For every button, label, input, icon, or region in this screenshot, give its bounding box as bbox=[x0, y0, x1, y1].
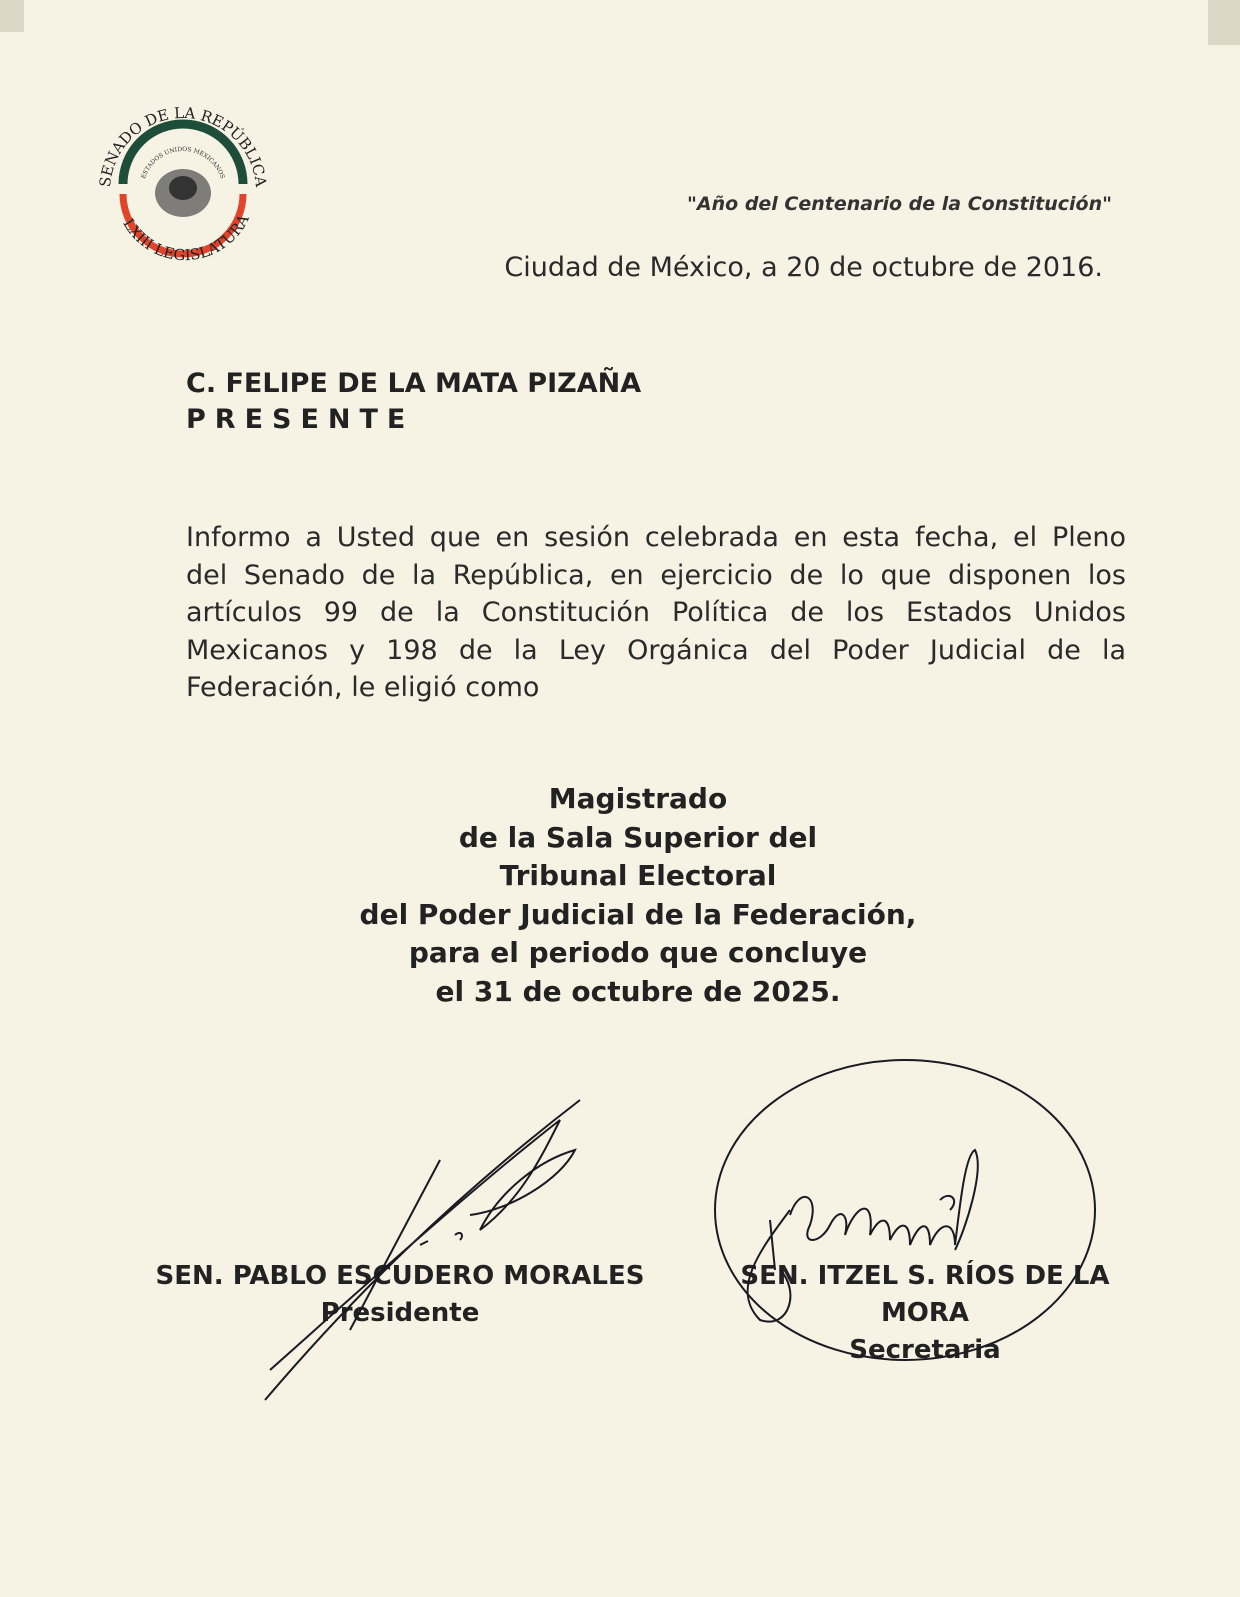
svg-text:LXIII LEGISLATURA: LXIII LEGISLATURA bbox=[119, 211, 253, 265]
svg-text:SENADO DE LA REPÚBLICA: SENADO DE LA REPÚBLICA bbox=[96, 103, 271, 188]
body-paragraph bbox=[186, 519, 1126, 707]
body-line: Mexicanos y 198 de la Ley Orgánica del Poder Judicial de la bbox=[186, 634, 1126, 666]
place-date: Ciudad de México, a 20 de octubre de 2016. bbox=[504, 252, 1103, 283]
signer-name: SEN. ITZEL S. RÍOS DE LA MORA bbox=[740, 1261, 1110, 1328]
senate-seal-logo bbox=[88, 96, 278, 286]
signer-name: SEN. PABLO ESCUDERO MORALES bbox=[155, 1261, 645, 1291]
signer-role: Presidente bbox=[320, 1298, 480, 1328]
body-line: del Senado de la República, en ejercicio de lo que disponen los bbox=[186, 559, 1126, 591]
addressee bbox=[186, 366, 641, 438]
tape-right bbox=[1208, 0, 1240, 45]
appointment-line: Tribunal Electoral bbox=[499, 859, 777, 893]
appointment-line: el 31 de octubre de 2025. bbox=[435, 974, 841, 1008]
appointment-block bbox=[0, 780, 1240, 1012]
svg-text:ESTADOS UNIDOS MEXICANOS: ESTADOS UNIDOS MEXICANOS bbox=[140, 145, 226, 180]
appointment-line: para el periodo que concluye bbox=[408, 936, 868, 970]
signer-role: Secretaria bbox=[849, 1335, 1001, 1365]
body-line: Federación, le eligió como bbox=[186, 672, 540, 703]
body-line: artículos 99 de la Constitución Política de los Estados Unidos bbox=[186, 597, 1126, 628]
signer-president bbox=[140, 1258, 660, 1332]
addressee-name: C. FELIPE DE LA MATA PIZAÑA bbox=[186, 368, 642, 399]
appointment-line: del Poder Judicial de la Federación, bbox=[359, 897, 917, 931]
presente-label: PRESENTE bbox=[186, 404, 415, 435]
appointment-line: de la Sala Superior del bbox=[458, 820, 818, 854]
year-motto: "Año del Centenario de la Constitución" bbox=[687, 193, 1112, 215]
appointment-line: Magistrado bbox=[548, 782, 728, 815]
signer-secretary bbox=[705, 1258, 1145, 1369]
tape-left bbox=[0, 0, 24, 32]
signature-president bbox=[265, 1100, 580, 1400]
body-line: Informo a Usted que en sesión celebrada en esta fecha, el Pleno bbox=[186, 522, 1126, 553]
